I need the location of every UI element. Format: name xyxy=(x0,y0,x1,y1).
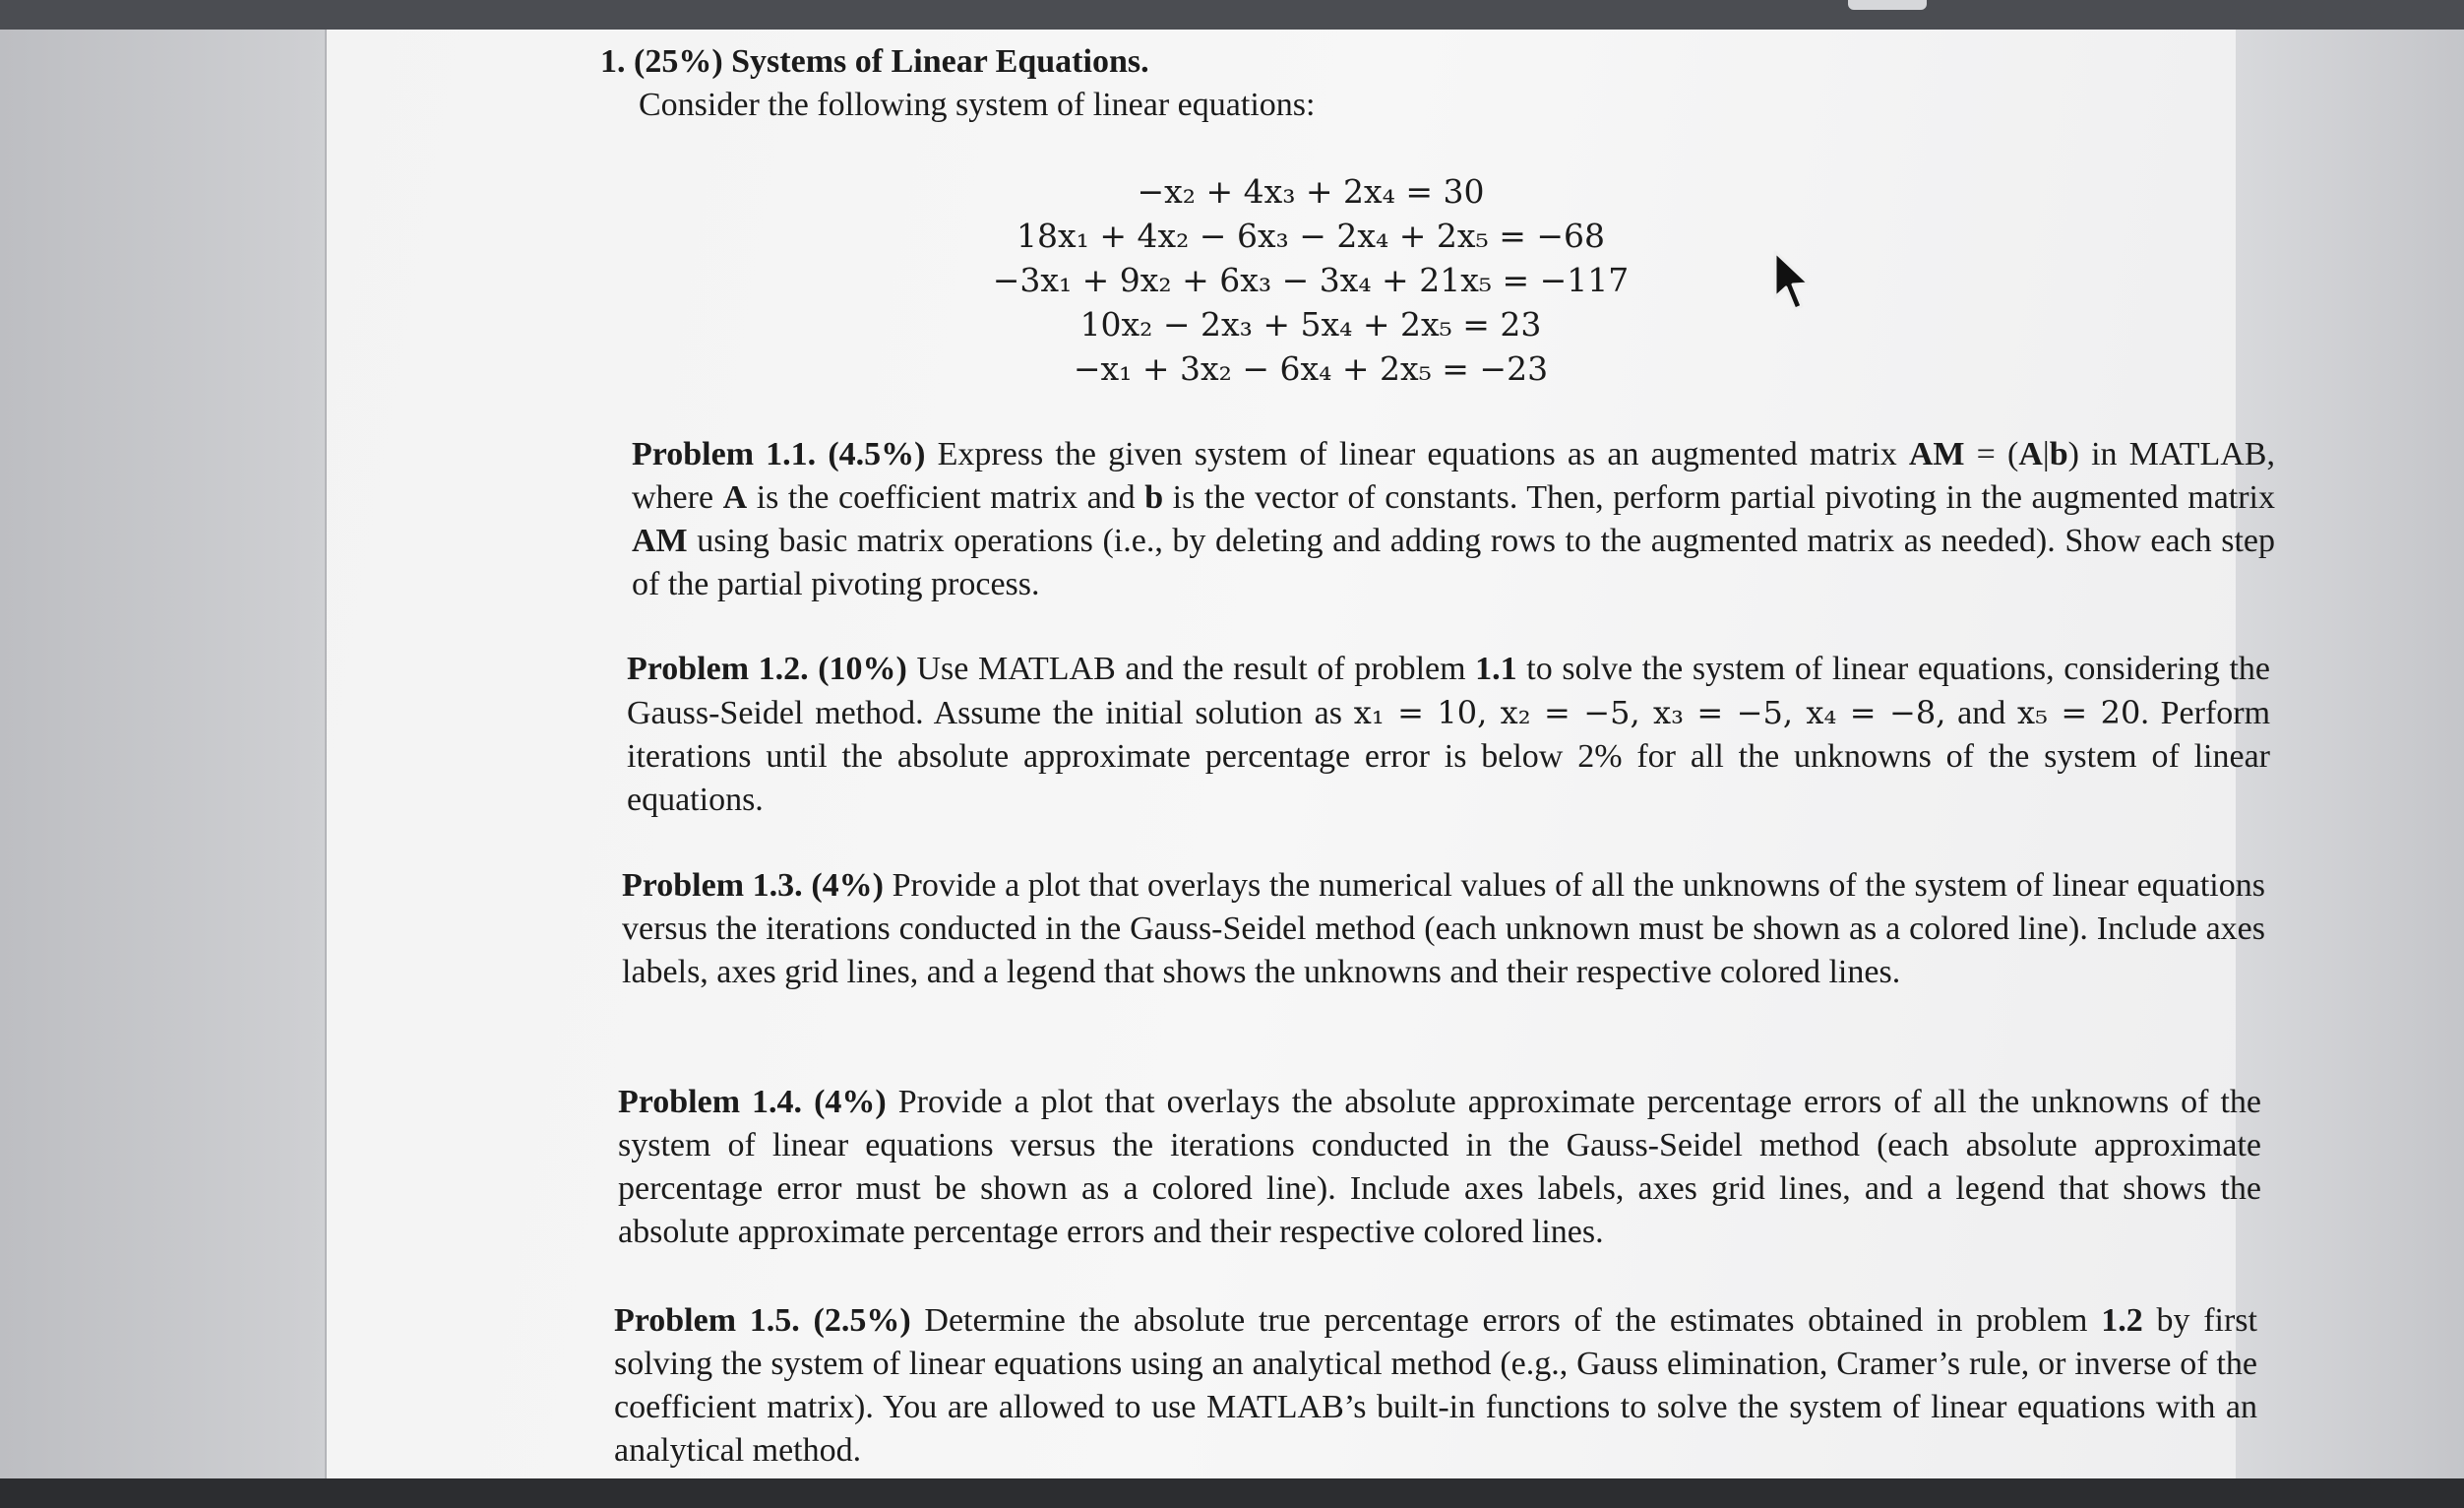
section-heading: 1. (25%) Systems of Linear Equations. xyxy=(600,43,1149,80)
problem-1-2 xyxy=(627,648,2270,822)
equation-1: −x₂ + 4x₃ + 2x₄ = 30 xyxy=(1137,172,1485,211)
bold-term: 1.2 xyxy=(2101,1302,2143,1339)
bold-term: b xyxy=(1144,479,1164,516)
problem-1-5 xyxy=(614,1299,2257,1473)
problem-1-3 xyxy=(622,864,2265,994)
equation-3: −3x₁ + 9x₂ + 6x₃ − 3x₄ + 21x₅ = −117 xyxy=(992,261,1630,299)
equation-5: −x₁ + 3x₂ − 6x₄ + 2x₅ = −23 xyxy=(1073,349,1549,388)
problem-label: Problem 1.1. (4.5%) xyxy=(632,436,926,472)
problem-text: = ( xyxy=(1964,436,2019,472)
bold-term: A xyxy=(2018,436,2043,472)
problem-label: Problem 1.3. (4%) xyxy=(622,867,884,904)
document-page xyxy=(325,30,2275,1478)
bold-term: AM xyxy=(632,523,688,559)
problem-text: by first solving the system of linear equations using an analytical method (e.g., Gauss elimination, Cramer’s rule, or inverse of the coefficient matrix). You are allowed to use MATLAB’s built-in functions to solve the system of linear equations with an analytical method. xyxy=(614,1302,2257,1469)
problem-text: ) in MATLAB, where xyxy=(632,436,2275,516)
bold-term: b xyxy=(2049,436,2068,472)
problem-text: Express the given system of linear equations as an augmented matrix xyxy=(925,436,1909,472)
problem-text: using basic matrix operations (i.e., by deleting and adding rows to the augmented matrix as needed). Show each step of the partial pivoting process. xyxy=(632,523,2275,602)
problem-1-4 xyxy=(618,1081,2261,1254)
problem-text: to solve the system of linear equations, considering the Gauss-Seidel method. Assume the initial solution as xyxy=(627,651,2270,731)
mouse-pointer-icon xyxy=(1771,248,1815,317)
left-background xyxy=(0,30,325,1478)
equation-system xyxy=(868,169,1754,391)
bottom-bezel xyxy=(0,1478,2464,1508)
bold-term: A xyxy=(722,479,748,516)
problem-label: Problem 1.2. (10%) xyxy=(627,651,907,687)
top-tab-handle xyxy=(1848,0,1927,10)
equation-2: 18x₁ + 4x₂ − 6x₃ − 2x₄ + 2x₅ = −68 xyxy=(1016,217,1605,255)
initial-solution-math: x₁ = 10, x₂ = −5, x₃ = −5, x₄ = −8, xyxy=(1353,694,1946,731)
problem-label: Problem 1.4. (4%) xyxy=(618,1084,887,1120)
bold-term: 1.1 xyxy=(1475,651,1517,687)
top-bezel xyxy=(0,0,2464,30)
problem-text: . Perform iterations until the absolute approximate percentage error is below 2% for all the unknowns of the system of linear equations. xyxy=(627,695,2271,818)
equation-4: 10x₂ − 2x₃ + 5x₄ + 2x₅ = 23 xyxy=(1079,305,1542,344)
problem-text: Determine the absolute true percentage errors of the estimates obtained in problem xyxy=(910,1302,2102,1339)
problem-text: Provide a plot that overlays the absolute approximate percentage errors of all the unknowns of the system of linear equations versus the iterations conducted in the Gauss-Seidel method (each absolute approximate percentage error must be shown as a colored line). Include axes labels, axes grid lines, and a legend that shows the absolute approximate percentage errors and their respective colored lines. xyxy=(618,1084,2261,1250)
initial-x5-math: x₅ = 20 xyxy=(2017,694,2141,731)
section-intro: Consider the following system of linear equations: xyxy=(639,87,1316,123)
problem-text: Provide a plot that overlays the numerical values of all the unknowns of the system of linear equations versus the iterations conducted in the Gauss-Seidel method (each unknown must be shown as a colored line). Include axes labels, axes grid lines, and a legend that shows the unknowns and their respective colored lines. xyxy=(622,867,2265,990)
problem-text: | xyxy=(2042,436,2050,472)
bold-term: AM xyxy=(1908,436,1965,472)
problem-text: is the coefficient matrix and xyxy=(747,479,1145,516)
problem-text: is the vector of constants. Then, perform partial pivoting in the augmented matrix xyxy=(1163,479,2275,516)
problem-text: and xyxy=(1945,695,2018,731)
problem-1-1 xyxy=(632,433,2275,606)
problem-label: Problem 1.5. (2.5%) xyxy=(614,1302,911,1339)
problem-text: Use MATLAB and the result of problem xyxy=(906,651,1476,687)
